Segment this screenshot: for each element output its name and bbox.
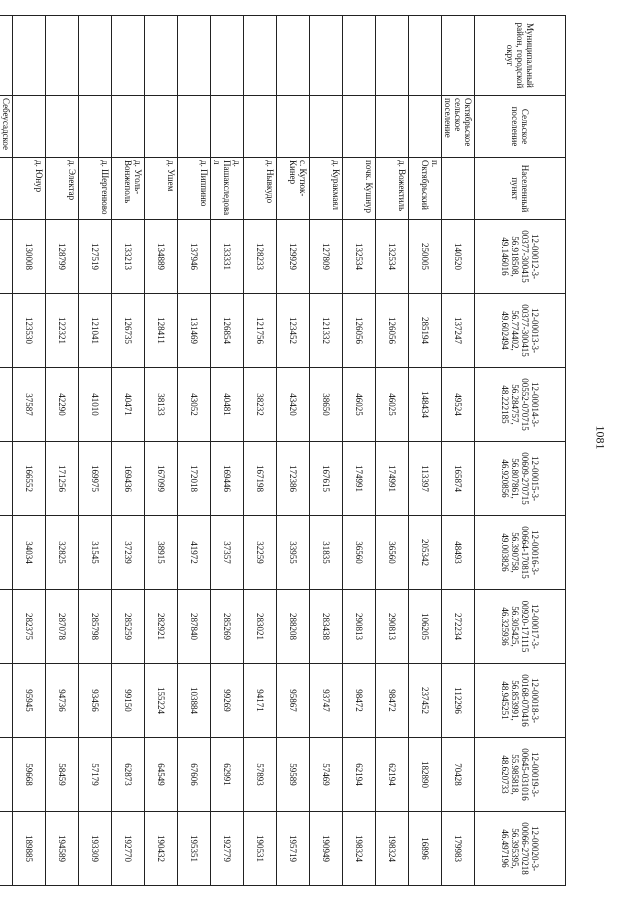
table-cell: 169446 xyxy=(211,442,244,516)
table-cell: 140520 xyxy=(442,220,475,294)
table-cell: 287078 xyxy=(46,590,79,664)
table-cell: 283021 xyxy=(244,590,277,664)
table-cell: 193309 xyxy=(79,812,112,886)
table-cell: 189885 xyxy=(13,812,46,886)
table-cell: 285798 xyxy=(79,590,112,664)
table-cell: д. Пашакследовал xyxy=(211,158,244,220)
table-row xyxy=(79,16,112,886)
table-cell: 167198 xyxy=(244,442,277,516)
table-row xyxy=(46,16,79,886)
table-cell: 93456 xyxy=(79,664,112,738)
table-cell: 38915 xyxy=(145,516,178,590)
table-cell: 195351 xyxy=(178,812,211,886)
table-cell: 282921 xyxy=(145,590,178,664)
table-cell: 58459 xyxy=(46,738,79,812)
header-cell: 12-00015-3-00609-270715 56.807861, 46.920856 xyxy=(475,442,566,516)
table-cell xyxy=(0,664,13,738)
table-cell: 250005 xyxy=(409,220,442,294)
table-cell xyxy=(0,294,13,368)
table-cell xyxy=(178,96,211,158)
table-cell: д. Вожектиль xyxy=(376,158,409,220)
table-cell: 59668 xyxy=(13,738,46,812)
table-cell: 166552 xyxy=(13,442,46,516)
table-cell xyxy=(442,16,475,96)
table-cell: 133331 xyxy=(211,220,244,294)
header-cell: 12-00018-3-00168-070416 56.853991, 48.945251 xyxy=(475,664,566,738)
table-cell: 192779 xyxy=(211,812,244,886)
table-cell: 285259 xyxy=(112,590,145,664)
table-cell: 62991 xyxy=(211,738,244,812)
table-cell: 99269 xyxy=(211,664,244,738)
table-cell xyxy=(244,16,277,96)
table-cell: 272234 xyxy=(442,590,475,664)
table-cell xyxy=(79,16,112,96)
table-cell: 59589 xyxy=(277,738,310,812)
table-cell xyxy=(277,96,310,158)
table-cell: 112296 xyxy=(442,664,475,738)
table-cell: 41972 xyxy=(178,516,211,590)
table-cell: 192770 xyxy=(112,812,145,886)
table-row xyxy=(112,16,145,886)
table-cell xyxy=(211,16,244,96)
header-cell: 12-00014-3-00552-070715 56.284757, 48.222185 xyxy=(475,368,566,442)
table-cell: 43420 xyxy=(277,368,310,442)
header-cell: Населенный пункт xyxy=(475,158,566,220)
table-cell: 155224 xyxy=(145,664,178,738)
table-cell xyxy=(112,16,145,96)
table-cell xyxy=(211,96,244,158)
table-cell: 190949 xyxy=(310,812,343,886)
table-cell: 49524 xyxy=(442,368,475,442)
table-cell: 122321 xyxy=(46,294,79,368)
table-cell: 37239 xyxy=(112,516,145,590)
table-row xyxy=(442,16,475,886)
table-cell: 126056 xyxy=(376,294,409,368)
header-cell: Муниципальный район, городской округ xyxy=(475,16,566,96)
table-cell: 121756 xyxy=(244,294,277,368)
table-cell: 190432 xyxy=(145,812,178,886)
table-cell: 40481 xyxy=(211,368,244,442)
table-cell: почк. Кушнур xyxy=(343,158,376,220)
table-cell: 128799 xyxy=(46,220,79,294)
header-cell: 12-00017-3-00920-171115 56.305425, 46.325936 xyxy=(475,590,566,664)
table-cell: 290813 xyxy=(376,590,409,664)
table-cell xyxy=(244,96,277,158)
table-cell: 31835 xyxy=(310,516,343,590)
table-cell: 131469 xyxy=(178,294,211,368)
table-cell xyxy=(409,16,442,96)
table-cell: 283438 xyxy=(310,590,343,664)
table-row xyxy=(343,16,376,886)
table-cell: 133213 xyxy=(112,220,145,294)
header-cell: 12-00013-3-00377-300415 56.774402, 49.602494 xyxy=(475,294,566,368)
table-cell: 70428 xyxy=(442,738,475,812)
table-cell: 174991 xyxy=(343,442,376,516)
table-cell: 195719 xyxy=(277,812,310,886)
table-cell xyxy=(0,220,13,294)
table-cell: 205342 xyxy=(409,516,442,590)
table-cell: 113397 xyxy=(409,442,442,516)
table-cell: 67606 xyxy=(178,738,211,812)
table-cell: 36560 xyxy=(376,516,409,590)
table-cell: 148434 xyxy=(409,368,442,442)
table-cell: 62194 xyxy=(376,738,409,812)
table-cell: 137946 xyxy=(178,220,211,294)
table-cell: 137247 xyxy=(442,294,475,368)
table-cell: Октябрьское сельское поселение xyxy=(442,96,475,158)
table-cell: 285269 xyxy=(211,590,244,664)
table-cell: 37357 xyxy=(211,516,244,590)
table-cell xyxy=(145,96,178,158)
table-row xyxy=(178,16,211,886)
table-cell: д. Ушем xyxy=(145,158,178,220)
table-cell: 94171 xyxy=(244,664,277,738)
table-cell: 57179 xyxy=(79,738,112,812)
table-cell: 172018 xyxy=(178,442,211,516)
page-number: 1081 xyxy=(593,425,608,450)
table-row xyxy=(211,16,244,886)
table-cell: 62194 xyxy=(343,738,376,812)
table-cell: 128233 xyxy=(244,220,277,294)
table-cell xyxy=(376,96,409,158)
table-cell: Себеусадское xyxy=(0,96,13,158)
table-cell xyxy=(0,812,13,886)
table-cell: 290813 xyxy=(343,590,376,664)
table-cell: 103884 xyxy=(178,664,211,738)
table-cell: 165874 xyxy=(442,442,475,516)
table-cell: 40471 xyxy=(112,368,145,442)
table-cell: д. Юнур xyxy=(13,158,46,220)
table-cell: 98472 xyxy=(376,664,409,738)
table-cell: д. Шергенюво xyxy=(79,158,112,220)
table-cell: 41010 xyxy=(79,368,112,442)
table-row xyxy=(0,16,13,886)
table-cell xyxy=(277,16,310,96)
table-cell: 123530 xyxy=(13,294,46,368)
table-cell: 126854 xyxy=(211,294,244,368)
table-cell: 179983 xyxy=(442,812,475,886)
table-cell: д. Куракмаял xyxy=(310,158,343,220)
table-cell xyxy=(0,158,13,220)
table-cell: 198324 xyxy=(343,812,376,886)
table-cell: 167615 xyxy=(310,442,343,516)
table-cell xyxy=(0,516,13,590)
table-cell: 31545 xyxy=(79,516,112,590)
table-cell: 171256 xyxy=(46,442,79,516)
table-cell: 38133 xyxy=(145,368,178,442)
table-cell xyxy=(442,158,475,220)
header-cell: 12-00019-3-00645-031016 55.985818, 48.620733 xyxy=(475,738,566,812)
table-cell xyxy=(376,16,409,96)
table-cell: 134889 xyxy=(145,220,178,294)
table-cell: д. Уголь-Вонжеполь xyxy=(112,158,145,220)
table-cell: д. Электар xyxy=(46,158,79,220)
table-cell xyxy=(13,96,46,158)
table-cell: 169975 xyxy=(79,442,112,516)
table-cell: 287840 xyxy=(178,590,211,664)
table-cell xyxy=(46,96,79,158)
table-row xyxy=(277,16,310,886)
table-cell: 126056 xyxy=(343,294,376,368)
table-cell: 43052 xyxy=(178,368,211,442)
table-cell: 106205 xyxy=(409,590,442,664)
table-cell xyxy=(0,442,13,516)
table-cell: 174991 xyxy=(376,442,409,516)
table-cell: 37587 xyxy=(13,368,46,442)
table-cell xyxy=(310,16,343,96)
table-cell: 46025 xyxy=(343,368,376,442)
table-cell: 64549 xyxy=(145,738,178,812)
table-cell xyxy=(112,96,145,158)
table-cell: 167099 xyxy=(145,442,178,516)
table-cell: 95945 xyxy=(13,664,46,738)
table-cell: 38232 xyxy=(244,368,277,442)
table-cell xyxy=(13,16,46,96)
table-cell xyxy=(409,96,442,158)
table-cell: 48493 xyxy=(442,516,475,590)
table-cell: 62873 xyxy=(112,738,145,812)
table-cell: 288208 xyxy=(277,590,310,664)
table-cell: 46025 xyxy=(376,368,409,442)
table-header-row xyxy=(475,16,566,886)
table-cell: 121041 xyxy=(79,294,112,368)
header-cell: 12-00016-3-00664-170815 56.390758, 49.003826 xyxy=(475,516,566,590)
table-cell: 34034 xyxy=(13,516,46,590)
table-cell: 38650 xyxy=(310,368,343,442)
table-cell: 42290 xyxy=(46,368,79,442)
table-cell: 237452 xyxy=(409,664,442,738)
table-cell xyxy=(145,16,178,96)
table-cell xyxy=(0,590,13,664)
table-cell: 190531 xyxy=(244,812,277,886)
rotated-table-container xyxy=(1,15,566,885)
table-cell: 36560 xyxy=(343,516,376,590)
table-cell: 93747 xyxy=(310,664,343,738)
table-cell xyxy=(310,96,343,158)
table-cell: 194589 xyxy=(46,812,79,886)
table-row xyxy=(244,16,277,886)
table-cell: 172386 xyxy=(277,442,310,516)
table-cell: д. Нывкудо xyxy=(244,158,277,220)
table-row xyxy=(409,16,442,886)
table-row xyxy=(145,16,178,886)
header-cell: 12-00012-3-00377-300415 56.918508, 49.146016 xyxy=(475,220,566,294)
table-cell: 123452 xyxy=(277,294,310,368)
table-cell: п. Октябрьский xyxy=(409,158,442,220)
table-cell: 126735 xyxy=(112,294,145,368)
table-cell: 182890 xyxy=(409,738,442,812)
table-cell xyxy=(343,96,376,158)
table-cell: 285194 xyxy=(409,294,442,368)
table-cell: 198324 xyxy=(376,812,409,886)
table-cell xyxy=(0,738,13,812)
table-cell: 127809 xyxy=(310,220,343,294)
header-cell: 12-00020-3-00066-270218 56.395395, 46.497196 xyxy=(475,812,566,886)
table-cell xyxy=(46,16,79,96)
header-cell: Сельское поселение xyxy=(475,96,566,158)
table-cell: 132534 xyxy=(376,220,409,294)
table-cell xyxy=(178,16,211,96)
table-cell: 98472 xyxy=(343,664,376,738)
table-cell: 95867 xyxy=(277,664,310,738)
table-cell: 99150 xyxy=(112,664,145,738)
distance-table xyxy=(0,15,566,886)
table-row xyxy=(310,16,343,886)
table-cell: 32259 xyxy=(244,516,277,590)
table-cell: 32825 xyxy=(46,516,79,590)
table-cell: 57893 xyxy=(244,738,277,812)
table-cell: с. Кутюк-Кинер xyxy=(277,158,310,220)
table-cell: 127519 xyxy=(79,220,112,294)
table-cell: 121332 xyxy=(310,294,343,368)
table-cell: 94736 xyxy=(46,664,79,738)
table-cell: 129929 xyxy=(277,220,310,294)
table-cell: 57469 xyxy=(310,738,343,812)
table-cell xyxy=(343,16,376,96)
table-cell: 130008 xyxy=(13,220,46,294)
table-cell: 33955 xyxy=(277,516,310,590)
table-cell xyxy=(79,96,112,158)
table-row xyxy=(13,16,46,886)
table-cell: 16896 xyxy=(409,812,442,886)
table-cell xyxy=(0,368,13,442)
table-cell: д. Пиппиню xyxy=(178,158,211,220)
table-row xyxy=(376,16,409,886)
table-cell: 169436 xyxy=(112,442,145,516)
table-cell: 128411 xyxy=(145,294,178,368)
table-cell xyxy=(0,16,13,96)
table-cell: 282375 xyxy=(13,590,46,664)
table-cell: 132534 xyxy=(343,220,376,294)
